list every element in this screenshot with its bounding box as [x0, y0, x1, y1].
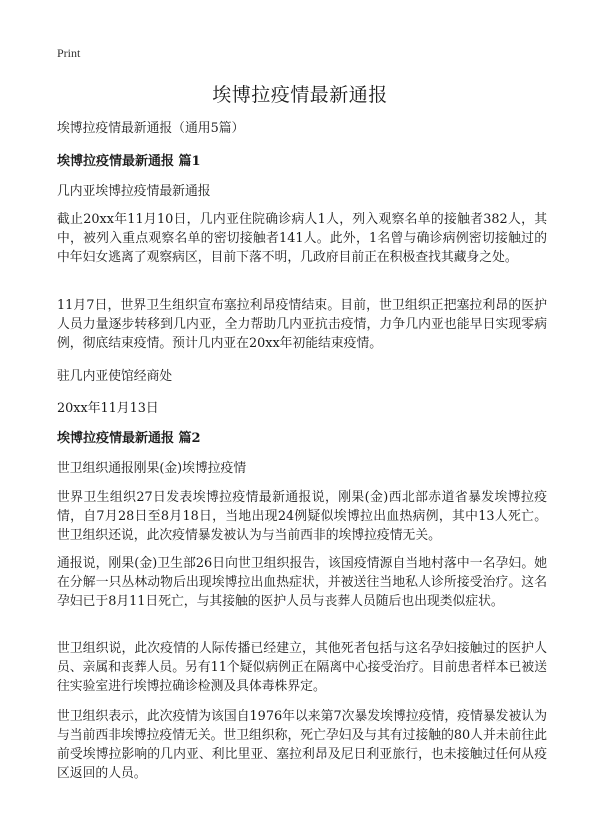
section-1-paragraph-3: 11月7日，世界卫生组织宣布塞拉利昂疫情结束。目前，世卫组织正把塞拉利昂的医护人员力量逐步转移到几内亚，全力帮助几内亚抗击疫情，力争几内亚也能早日实现零病例，彻底结束疫情。预计几内亚在20xx年初能结束疫情。 — [57, 298, 547, 351]
document-title: 埃博拉疫情最新通报 — [212, 84, 388, 106]
section-1-paragraph-2: 截止20xx年11月10日，几内亚住院确诊病人1人，列入观察名单的接触者382人，其中，被列入重点观察名单的密切接触者141人。此外，1名曾与确诊病例密切接触过的中年妇女逃离了观察病区，目前下落不明，几政府目前正在积极查找其藏身之处。 — [57, 212, 547, 265]
section-2-paragraph-4: 世卫组织说，此次疫情的人际传播已经建立，其他死者包括与这名孕妇接触过的医护人员、亲属和丧葬人员。另有11个疑似病例正在隔离中心接受治疗。目前患者样本已被送往实验室进行埃博拉确诊检测及具体毒株界定。 — [57, 641, 547, 694]
section-2-paragraph-2: 世界卫生组织27日发表埃博拉疫情最新通报说，刚果(金)西北部赤道省暴发埃博拉疫情，自7月28日至8月18日，当地出现24例疑似埃博拉出血热病例，其中13人死亡。世卫组织还说，此次疫情暴发被认为与当前西非的埃博拉疫情无关。 — [57, 490, 547, 543]
section-1-paragraph-1: 几内亚埃博拉疫情最新通报 — [57, 184, 211, 199]
print-label: Print — [57, 46, 81, 60]
section-1-paragraph-4: 驻几内亚使馆经商处 — [57, 369, 173, 384]
section-1-heading: 埃博拉疫情最新通报 篇1 — [57, 154, 201, 169]
document-subtitle: 埃博拉疫情最新通报（通用5篇） — [57, 121, 245, 136]
section-2-paragraph-5: 世卫组织表示，此次疫情为该国自1976年以来第7次暴发埃博拉疫情，疫情暴发被认为与当前西非埃博拉疫情无关。世卫组织称，死亡孕妇及与其有过接触的80人并未前往此前受埃博拉影响的几内亚、利比里亚、塞拉利昂及尼日利亚旅行，也未接触过任何从疫区返回的人员。 — [57, 709, 547, 781]
section-2-paragraph-1: 世卫组织通报刚果(金)埃博拉疫情 — [57, 461, 247, 476]
section-1-date: 20xx年11月13日 — [57, 401, 159, 416]
section-2-heading: 埃博拉疫情最新通报 篇2 — [57, 431, 201, 446]
section-2-paragraph-3: 通报说，刚果(金)卫生部26日向世卫组织报告，该国疫情源自当地村落中一名孕妇。她在分解一只丛林动物后出现埃博拉出血热症状，并被送往当地私人诊所接受治疗。这名孕妇已于8月11日死亡，与其接触的医护人员与丧葬人员随后也出现类似症状。 — [57, 556, 547, 609]
